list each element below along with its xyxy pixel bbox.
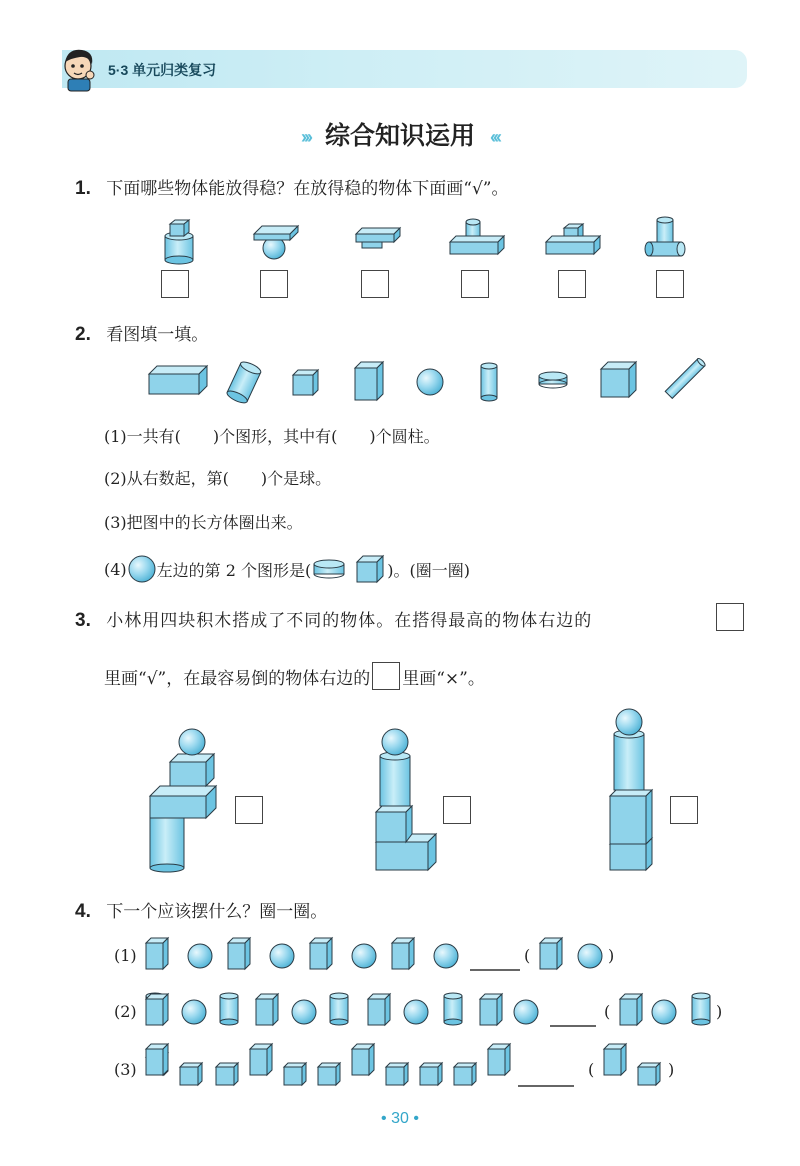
q2-sub4 xyxy=(104,554,470,584)
q4-row3-pattern xyxy=(144,1048,684,1090)
cylinder-shape xyxy=(225,360,262,406)
q4-row2-label: (2) xyxy=(114,1002,137,1021)
answer-box[interactable] xyxy=(260,270,288,298)
cylinder-with-cube-icon xyxy=(165,220,193,264)
q2-sub2: (2)从右数起，第( )个是球。 xyxy=(104,469,332,488)
right-arrows-icon: ‹‹‹ xyxy=(489,126,499,147)
question-1 xyxy=(75,174,508,200)
cube-option-icon[interactable] xyxy=(353,554,387,584)
plate-on-ball-icon xyxy=(254,226,298,259)
cylinder-shape xyxy=(665,357,706,398)
flat-cylinder-option-icon[interactable] xyxy=(311,558,347,580)
answer-box[interactable] xyxy=(161,270,189,298)
cube-shape xyxy=(293,370,318,395)
q2-sub4-end: )。(圈一圈) xyxy=(387,560,471,580)
open-paren: ( xyxy=(588,1060,595,1079)
q2-shapes xyxy=(145,358,705,404)
answer-box[interactable] xyxy=(670,796,698,824)
question-3 xyxy=(75,606,592,632)
section-title-text: 综合知识运用 xyxy=(324,122,475,150)
question-number: 1. xyxy=(75,178,91,199)
cylinder-shape xyxy=(481,363,497,401)
tower-c xyxy=(610,709,652,870)
open-paren: ( xyxy=(604,1002,611,1021)
answer-box[interactable] xyxy=(461,270,489,298)
question-text: 下面哪些物体能放得稳？在放得稳的物体下面画“√”。 xyxy=(106,179,509,199)
ball-shape xyxy=(417,369,443,395)
answer-box[interactable] xyxy=(656,270,684,298)
cuboid-shape xyxy=(149,366,207,394)
close-paren: ) xyxy=(608,946,615,965)
cylinder-on-lying-cylinder-icon xyxy=(645,217,685,256)
question-text-line2b: 里画“×”。 xyxy=(402,668,485,689)
tower-b xyxy=(376,729,436,870)
mascot-icon xyxy=(60,44,100,92)
cuboid-shape xyxy=(355,362,383,400)
answer-box[interactable] xyxy=(235,796,263,824)
answer-box-inline xyxy=(716,603,744,631)
section-title xyxy=(0,116,800,152)
cylinder-on-slab-icon xyxy=(450,219,504,254)
open-paren: ( xyxy=(524,946,531,965)
question-text: 下一个应该摆什么？圈一圈。 xyxy=(106,902,328,922)
q1-objects xyxy=(140,212,700,268)
q4-row3-label: (3) xyxy=(114,1060,137,1079)
question-text-line1: 小林用四块积木搭成了不同的物体。在搭得最高的物体右边的 xyxy=(106,611,593,631)
question-text: 看图填一填。 xyxy=(106,325,209,345)
left-arrows-icon: ››› xyxy=(301,126,311,147)
answer-box[interactable] xyxy=(558,270,586,298)
question-2 xyxy=(75,320,208,346)
q2-sub4-text: 左边的第 2 个图形是( xyxy=(156,560,312,580)
question-3-line2 xyxy=(104,662,485,690)
close-paren: ) xyxy=(668,1060,675,1079)
q4-row1-label: (1) xyxy=(114,946,137,965)
close-paren: ) xyxy=(716,1002,723,1021)
q4-row1-pattern xyxy=(144,936,634,976)
answer-box[interactable] xyxy=(443,796,471,824)
page-number: • 30 • xyxy=(381,1110,419,1127)
answer-box-inline xyxy=(372,662,400,690)
answer-box[interactable] xyxy=(361,270,389,298)
tower-a xyxy=(150,729,216,872)
q3-towers xyxy=(140,700,720,880)
question-4 xyxy=(75,897,327,923)
q2-sub4-label: (4) xyxy=(104,559,127,579)
header-label: 5·3 单元归类复习 xyxy=(108,62,217,78)
question-number: 2. xyxy=(75,324,91,345)
q2-sub1: (1)一共有( )个图形，其中有( )个圆柱。 xyxy=(104,427,440,446)
question-number: 3. xyxy=(75,610,91,631)
stacked-slabs-icon xyxy=(356,228,400,248)
q4-row2-pattern xyxy=(144,992,734,1032)
question-text-line2a: 里画“√”，在最容易倒的物体右边的 xyxy=(104,668,371,689)
cube-on-slab-icon xyxy=(546,224,600,254)
cylinder-shape xyxy=(539,372,567,388)
question-number: 4. xyxy=(75,901,91,922)
cube-shape xyxy=(601,362,636,397)
q2-sub3: (3)把图中的长方体圈出来。 xyxy=(104,513,303,532)
ball-icon xyxy=(127,555,157,583)
